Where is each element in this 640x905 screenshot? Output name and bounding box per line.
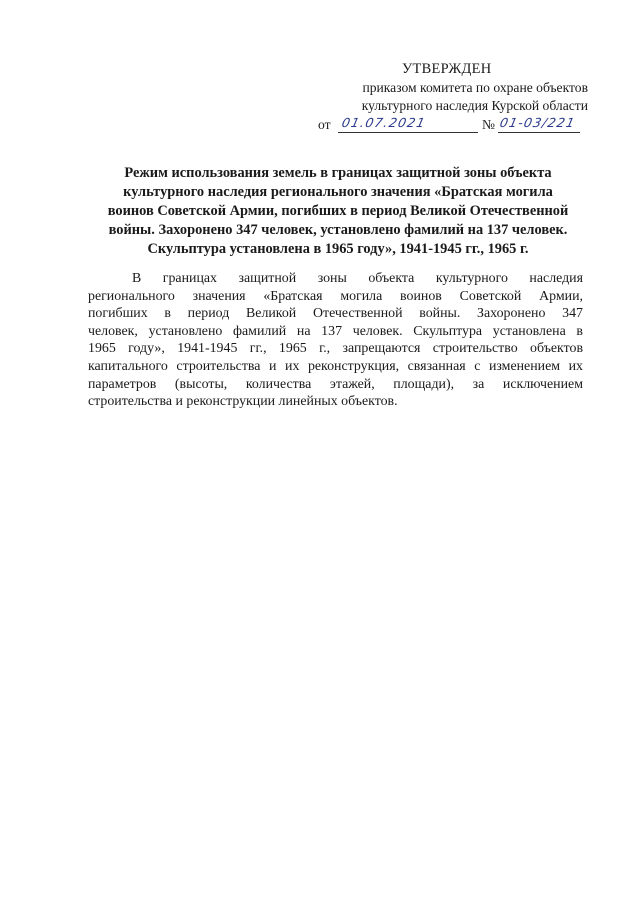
title-line: Скульптура установлена в 1965 году», 1941-1945 гг., 1965 г. [147, 241, 529, 257]
body-line: строительства и реконструкции линейных объектов. [88, 394, 398, 410]
body-paragraph [88, 270, 583, 411]
body-line: человек, установлено фамилий на 137 человек. Скульптура установлена в [88, 323, 583, 339]
order-reference [318, 116, 588, 136]
body-line: параметров (высоты, количества этажей, площади), за исключением [88, 376, 583, 392]
approval-line-2: культурного наследия Курской области [361, 98, 588, 113]
body-line: регионального значения «Братская могила воинов Советской Армии, [88, 288, 583, 304]
order-number-handwritten: 01-03/221 [498, 115, 577, 130]
order-date-field [338, 116, 478, 133]
body-line: капитального строительства и их реконструкция, связанная с изменением их [88, 358, 583, 374]
order-number-field [498, 116, 580, 133]
order-number-label: № [482, 117, 495, 132]
body-line: погибших в период Великой Отечественной войны. Захоронено 347 [88, 306, 583, 322]
body-line: 1965 году», 1941-1945 гг., 1965 г., запрещаются строительство объектов [88, 341, 583, 357]
approval-block [318, 60, 588, 136]
title-line: воинов Советской Армии, погибших в период Великой Отечественной [107, 203, 569, 219]
title-line: Режим использования земель в границах защитной зоны объекта [124, 165, 552, 181]
title-line: культурного наследия регионального значения «Братская могила [123, 184, 553, 200]
body-line: В границах защитной зоны объекта культурного наследия [132, 271, 583, 286]
order-date-label: от [318, 117, 331, 132]
document-title [88, 164, 588, 259]
approval-title: УТВЕРЖДЕН [402, 61, 492, 77]
title-line: войны. Захоронено 347 человек, установлено фамилий на 137 человек. [108, 222, 568, 238]
order-date-handwritten: 01.07.2021 [340, 115, 428, 130]
approval-line-1: приказом комитета по охране объектов [362, 80, 588, 95]
